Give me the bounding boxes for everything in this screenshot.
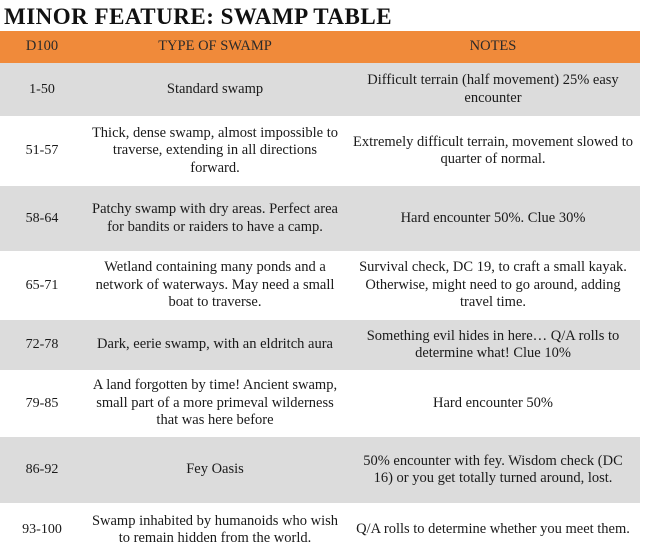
type-cell: Wetland containing many ponds and a network of waterways. May need a small boat to traverse. (84, 252, 346, 319)
table-row (0, 319, 640, 371)
type-cell: Fey Oasis (84, 436, 346, 504)
swamp-table (0, 31, 640, 557)
roll-cell: 93-100 (0, 504, 84, 556)
notes-cell: Survival check, DC 19, to craft a small kayak. Otherwise, might need to go around, adding travel time. (346, 252, 640, 319)
header-notes: NOTES (346, 31, 640, 63)
header-d100: D100 (0, 31, 84, 63)
type-cell: Standard swamp (84, 63, 346, 117)
notes-cell: Hard encounter 50% (346, 371, 640, 436)
table-row (0, 63, 640, 117)
type-cell: Dark, eerie swamp, with an eldritch aura (84, 319, 346, 371)
table-row (0, 436, 640, 504)
roll-cell: 58-64 (0, 185, 84, 252)
type-cell: Patchy swamp with dry areas. Perfect area for bandits or raiders to have a camp. (84, 185, 346, 252)
table-row (0, 371, 640, 436)
table-row (0, 185, 640, 252)
notes-cell: Q/A rolls to determine whether you meet them. (346, 504, 640, 556)
table-row (0, 117, 640, 185)
roll-cell: 1-50 (0, 63, 84, 117)
notes-cell: Something evil hides in here… Q/A rolls to determine what! Clue 10% (346, 319, 640, 371)
type-cell: Swamp inhabited by humanoids who wish to remain hidden from the world. (84, 504, 346, 556)
table-row (0, 252, 640, 319)
table-row (0, 504, 640, 556)
page-title: MINOR FEATURE: SWAMP TABLE (4, 4, 393, 29)
roll-cell: 72-78 (0, 319, 84, 371)
header-type-of-swamp: TYPE OF SWAMP (84, 31, 346, 63)
notes-cell: Difficult terrain (half movement) 25% easy encounter (346, 63, 640, 117)
roll-cell: 79-85 (0, 371, 84, 436)
notes-cell: Hard encounter 50%. Clue 30% (346, 185, 640, 252)
roll-cell: 86-92 (0, 436, 84, 504)
roll-cell: 65-71 (0, 252, 84, 319)
notes-cell: 50% encounter with fey. Wisdom check (DC 16) or you get totally turned around, lost. (346, 436, 640, 504)
roll-cell: 51-57 (0, 117, 84, 185)
notes-cell: Extremely difficult terrain, movement slowed to quarter of normal. (346, 117, 640, 185)
type-cell: Thick, dense swamp, almost impossible to traverse, extending in all directions forward. (84, 117, 346, 185)
table-header-row (0, 31, 640, 63)
type-cell: A land forgotten by time! Ancient swamp, small part of a more primeval wilderness that was here before (84, 371, 346, 436)
